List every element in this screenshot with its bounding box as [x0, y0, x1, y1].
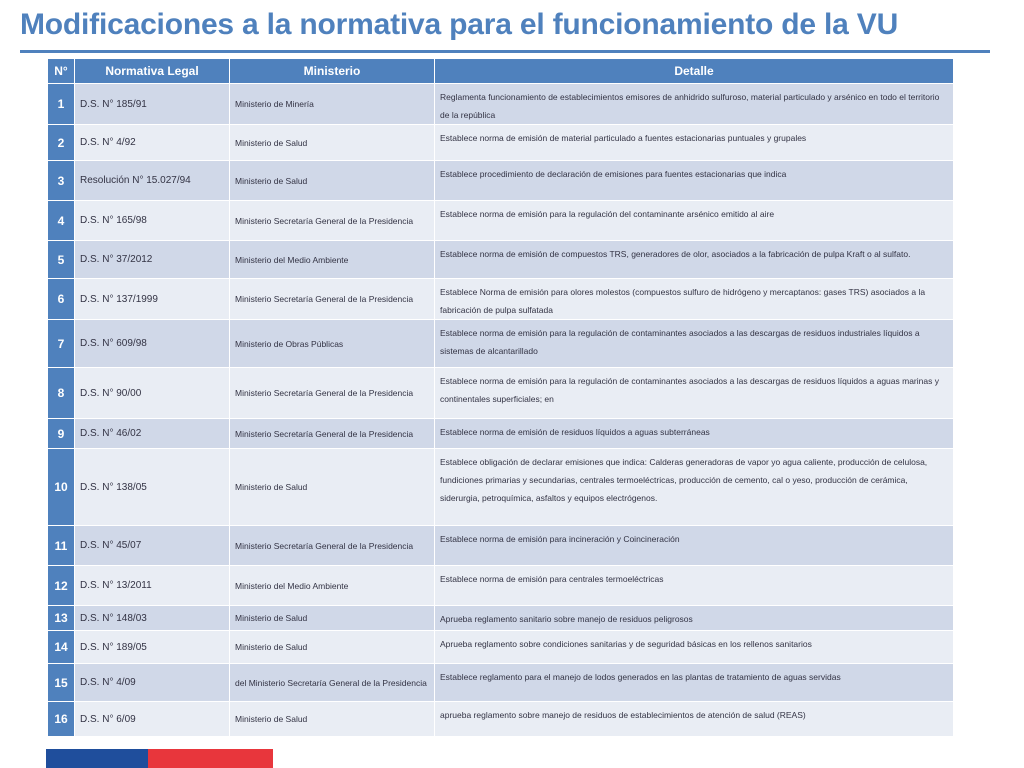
table-header-row — [48, 59, 954, 84]
row-detalle: Establece Norma de emisión para olores molestos (compuestos sulfuro de hidrógeno y mercaptanos: gases TRS) asociados a la fabricación de pulpa sulfatada — [435, 279, 954, 320]
row-ministerio: Ministerio de Salud — [230, 631, 435, 664]
row-normativa: D.S. N° 4/09 — [75, 664, 230, 702]
row-ministerio: Ministerio Secretaría General de la Presidencia — [230, 526, 435, 566]
table-row — [48, 279, 954, 320]
row-number: 6 — [48, 279, 75, 320]
row-detalle: Establece norma de emisión para centrales termoeléctricas — [435, 566, 954, 606]
table-row — [48, 449, 954, 526]
row-number: 15 — [48, 664, 75, 702]
table-row — [48, 161, 954, 201]
table-row — [48, 368, 954, 419]
row-number: 14 — [48, 631, 75, 664]
row-number: 7 — [48, 320, 75, 368]
row-detalle: Establece norma de emisión para la regulación de contaminantes asociados a las descargas de residuos industriales líquidos a sistemas de alcantarillado — [435, 320, 954, 368]
row-ministerio: Ministerio de Minería — [230, 84, 435, 125]
row-detalle: Reglamenta funcionamiento de establecimientos emisores de anhidrido sulfuroso, material particulado y arsénico en todo el territorio de la república — [435, 84, 954, 125]
row-ministerio: Ministerio del Medio Ambiente — [230, 241, 435, 279]
row-detalle: Establece norma de emisión para incineración y Coincineración — [435, 526, 954, 566]
row-detalle: Aprueba reglamento sanitario sobre manejo de residuos peligrosos — [435, 606, 954, 631]
row-detalle: Aprueba reglamento sobre condiciones sanitarias y de seguridad básicas en los rellenos sanitarios — [435, 631, 954, 664]
row-normativa: D.S. N° 4/92 — [75, 125, 230, 161]
row-ministerio: Ministerio de Salud — [230, 606, 435, 631]
row-normativa: D.S. N° 90/00 — [75, 368, 230, 419]
row-detalle: Establece norma de emisión de material particulado a fuentes estacionarias puntuales y grupales — [435, 125, 954, 161]
row-number: 2 — [48, 125, 75, 161]
row-number: 1 — [48, 84, 75, 125]
table-row — [48, 419, 954, 449]
row-number: 13 — [48, 606, 75, 631]
table-row — [48, 84, 954, 125]
table-row — [48, 631, 954, 664]
row-normativa: D.S. N° 138/05 — [75, 449, 230, 526]
row-ministerio: Ministerio de Salud — [230, 125, 435, 161]
row-normativa: D.S. N° 185/91 — [75, 84, 230, 125]
row-detalle: Establece norma de emisión de compuestos TRS, generadores de olor, asociados a la fabricación de pulpa Kraft o al sulfato. — [435, 241, 954, 279]
row-ministerio: Ministerio Secretaría General de la Presidencia — [230, 201, 435, 241]
table-row — [48, 702, 954, 737]
row-detalle: Establece norma de emisión de residuos líquidos a aguas subterráneas — [435, 419, 954, 449]
row-normativa: D.S. N° 148/03 — [75, 606, 230, 631]
row-normativa: D.S. N° 165/98 — [75, 201, 230, 241]
header-detalle: Detalle — [435, 59, 954, 84]
row-normativa: D.S. N° 6/09 — [75, 702, 230, 737]
row-detalle: Establece procedimiento de declaración de emisiones para fuentes estacionarias que indica — [435, 161, 954, 201]
footer-flag-red — [148, 749, 273, 768]
row-number: 5 — [48, 241, 75, 279]
row-number: 3 — [48, 161, 75, 201]
row-ministerio: Ministerio Secretaría General de la Presidencia — [230, 419, 435, 449]
header-ministerio: Ministerio — [230, 59, 435, 84]
row-number: 8 — [48, 368, 75, 419]
row-ministerio: Ministerio Secretaría General de la Presidencia — [230, 368, 435, 419]
row-normativa: D.S. N° 13/2011 — [75, 566, 230, 606]
row-ministerio: Ministerio del Medio Ambiente — [230, 566, 435, 606]
row-detalle: Establece obligación de declarar emisiones que indica: Calderas generadoras de vapor yo agua caliente, producción de celulosa, fundiciones primarias y secundarias, centrales termoeléctricas, producción de cemento, cal o yeso, producción de cerámica, siderurgia, petroquímica, asfaltos y equipos electrógenos. — [435, 449, 954, 526]
footer-flag-blue — [46, 749, 148, 768]
row-normativa: D.S. N° 137/1999 — [75, 279, 230, 320]
table-row — [48, 566, 954, 606]
row-detalle: aprueba reglamento sobre manejo de residuos de establecimientos de atención de salud (REAS) — [435, 702, 954, 737]
row-number: 9 — [48, 419, 75, 449]
row-normativa: D.S. N° 37/2012 — [75, 241, 230, 279]
row-ministerio: Ministerio Secretaría General de la Presidencia — [230, 279, 435, 320]
table-row — [48, 201, 954, 241]
row-normativa: D.S. N° 45/07 — [75, 526, 230, 566]
row-number: 16 — [48, 702, 75, 737]
row-number: 12 — [48, 566, 75, 606]
row-detalle: Establece norma de emisión para la regulación del contaminante arsénico emitido al aire — [435, 201, 954, 241]
row-normativa: D.S. N° 46/02 — [75, 419, 230, 449]
row-ministerio: Ministerio de Salud — [230, 161, 435, 201]
row-detalle: Establece reglamento para el manejo de lodos generados en las plantas de tratamiento de aguas servidas — [435, 664, 954, 702]
row-number: 11 — [48, 526, 75, 566]
page-title: Modificaciones a la normativa para el funcionamiento de la VU — [20, 8, 899, 41]
row-ministerio: Ministerio de Obras Públicas — [230, 320, 435, 368]
title-underline — [20, 50, 990, 53]
row-normativa: D.S. N° 189/05 — [75, 631, 230, 664]
table-row — [48, 606, 954, 631]
row-ministerio: del Ministerio Secretaría General de la Presidencia — [230, 664, 435, 702]
table-row — [48, 125, 954, 161]
row-ministerio: Ministerio de Salud — [230, 449, 435, 526]
row-detalle: Establece norma de emisión para la regulación de contaminantes asociados a las descargas de residuos líquidos a aguas marinas y continentales superficiales; en — [435, 368, 954, 419]
header-num: N° — [48, 59, 75, 84]
table-row — [48, 241, 954, 279]
table-row — [48, 320, 954, 368]
table-row — [48, 526, 954, 566]
table-row — [48, 664, 954, 702]
normativa-table — [47, 58, 954, 737]
row-ministerio: Ministerio de Salud — [230, 702, 435, 737]
row-number: 10 — [48, 449, 75, 526]
header-normativa: Normativa Legal — [75, 59, 230, 84]
row-normativa: Resolución N° 15.027/94 — [75, 161, 230, 201]
row-number: 4 — [48, 201, 75, 241]
row-normativa: D.S. N° 609/98 — [75, 320, 230, 368]
